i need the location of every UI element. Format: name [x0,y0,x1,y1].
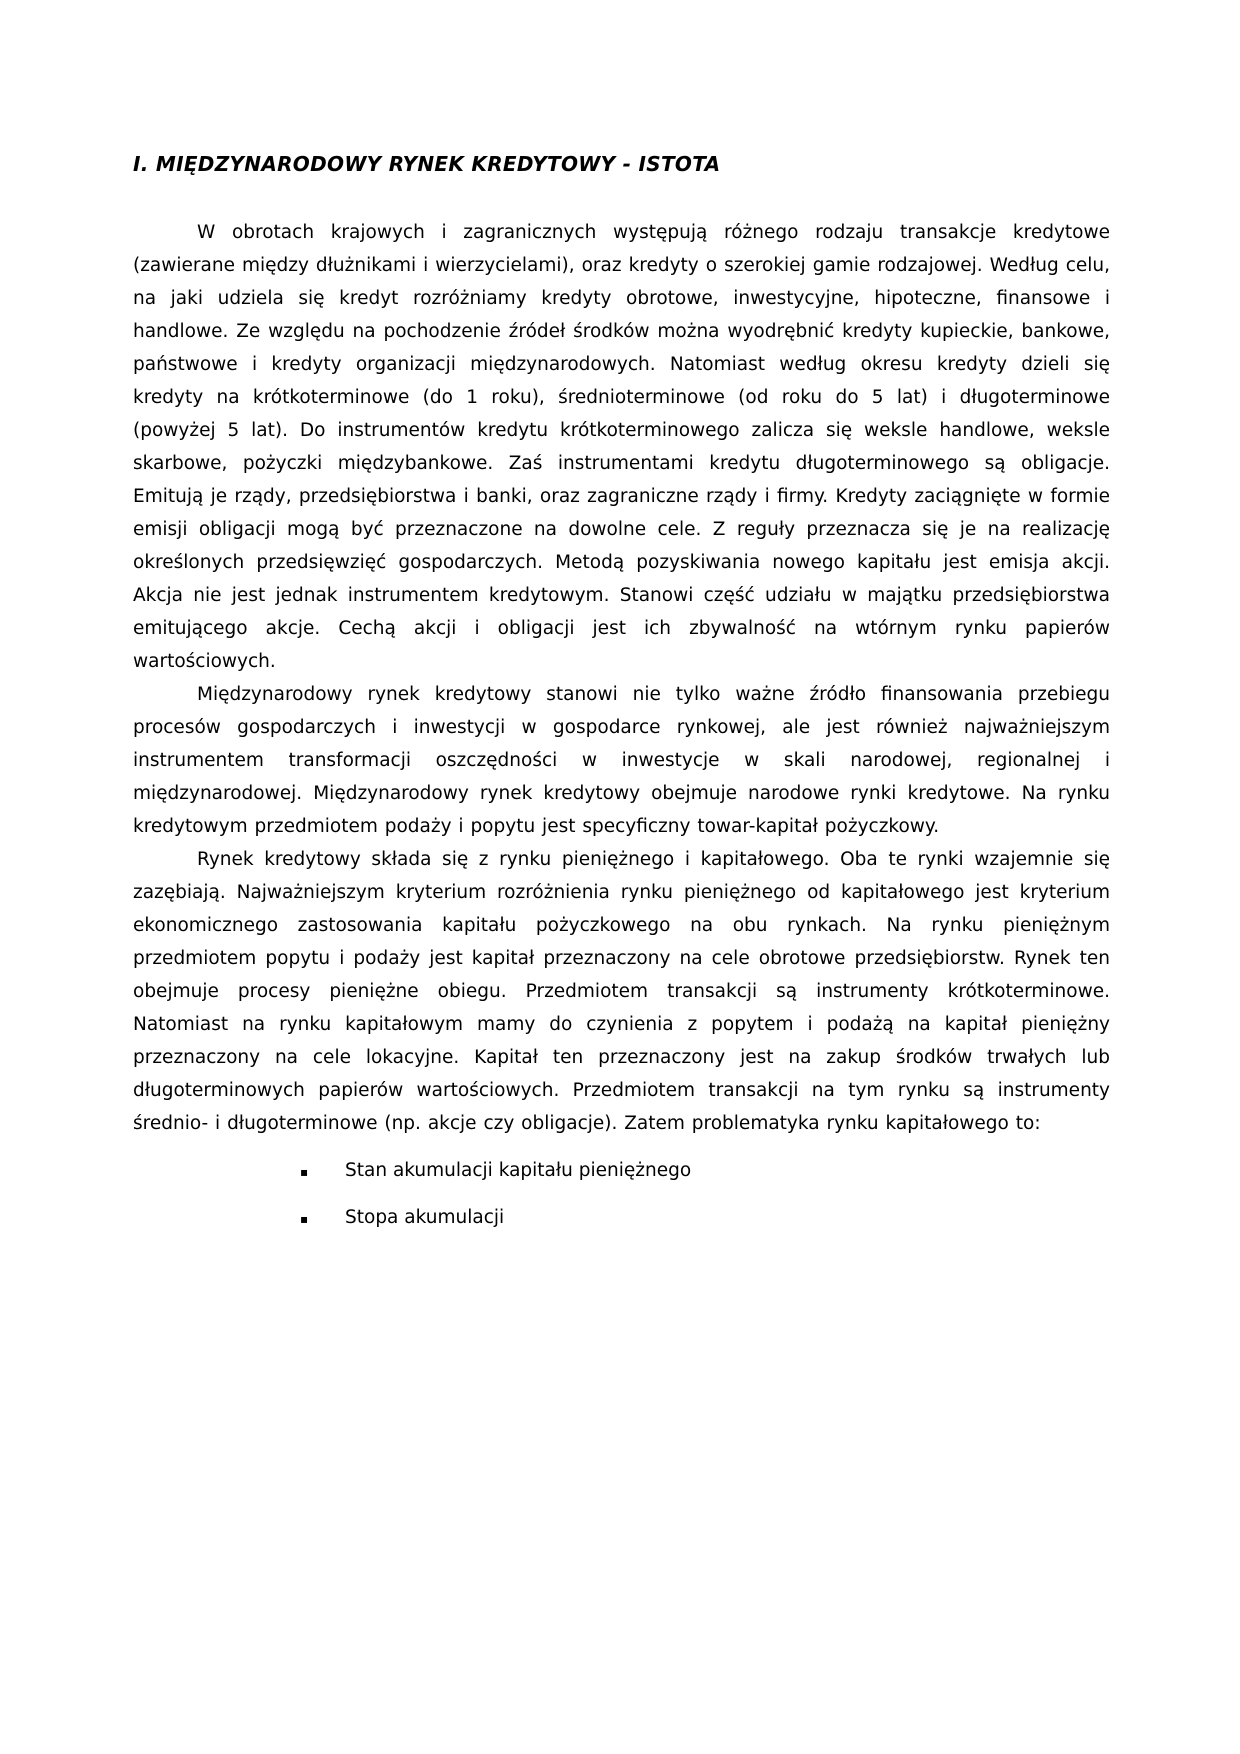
square-bullet-icon: ▪ [300,1165,309,1179]
capital-market-issues-list [133,1148,1110,1242]
list-item [133,1148,1110,1195]
document-body [133,216,1110,1242]
paragraph-credit-types: W obrotach krajowych i zagranicznych występują różnego rodzaju transakcje kredytowe (zawierane między dłużnikami i wierzycielami), oraz kredyty o szerokiej gamie rodzajowej. Według celu, na jaki udziela się kredyt rozróżniamy kredyty obrotowe, inwestycyjne, hipoteczne, finansowe i handlowe. Ze względu na pochodzenie źródeł środków można wyodrębnić kredyty kupieckie, bankowe, państwowe i kredyty organizacji międzynarodowych. Natomiast według okresu kredyty dzieli się kredyty na krótkoterminowe (do 1 roku), średnioterminowe (od roku do 5 lat) i długoterminowe (powyżej 5 lat). Do instrumentów kredytu krótkoterminowego zalicza się weksle handlowe, weksle skarbowe, pożyczki międzybankowe. Zaś instrumentami kredytu długoterminowego są obligacje. Emitują je rządy, przedsiębiorstwa i banki, oraz zagraniczne rządy i firmy. Kredyty zaciągnięte w formie emisji obligacji mogą być przeznaczone na dowolne cele. Z reguły przeznacza się je na realizację określonych przedsięwzięć gospodarczych. Metodą pozyskiwania nowego kapitału jest emisja akcji. Akcja nie jest jednak instrumentem kredytowym. Stanowi część udziału w majątku przedsiębiorstwa emitującego akcje. Cechą akcji i obligacji jest ich zbywalność na wtórnym rynku papierów wartościowych. [133,222,1110,672]
bullet-text-accumulation-rate: Stopa akumulacji [345,1207,505,1228]
bullet-text-capital-accumulation-state: Stan akumulacji kapitału pieniężnego [345,1160,692,1181]
paragraph-money-and-capital-market: Rynek kredytowy składa się z rynku pieniężnego i kapitałowego. Oba te rynki wzajemnie się zazębiają. Najważniejszym kryterium rozróżnienia rynku pieniężnego od kapitałowego jest kryterium ekonomicznego zastosowania kapitału pożyczkowego na obu rynkach. Na rynku pieniężnym przedmiotem popytu i podaży jest kapitał przeznaczony na cele obrotowe przedsiębiorstw. Rynek ten obejmuje procesy pieniężne obiegu. Przedmiotem transakcji są instrumenty krótkoterminowe. Natomiast na rynku kapitałowym mamy do czynienia z popytem i podażą na kapitał pieniężny przeznaczony na cele lokacyjne. Kapitał ten przeznaczony jest na zakup środków trwałych lub długoterminowych papierów wartościowych. Przedmiotem transakcji na tym rynku są instrumenty średnio- i długoterminowe (np. akcje czy obligacje). Zatem problematyka rynku kapitałowego to: [133,849,1110,1134]
document-title: I. MIĘDZYNARODOWY RYNEK KREDYTOWY - ISTOTA [133,152,721,176]
paragraph-international-credit-market: Międzynarodowy rynek kredytowy stanowi nie tylko ważne źródło finansowania przebiegu procesów gospodarczych i inwestycji w gospodarce rynkowej, ale jest również najważniejszym instrumentem transformacji oszczędności w inwestycje w skali narodowej, regionalnej i międzynarodowej. Międzynarodowy rynek kredytowy obejmuje narodowe rynki kredytowe. Na rynku kredytowym przedmiotem podaży i popytu jest specyficzny towar-kapitał pożyczkowy. [133,684,1110,837]
list-item [133,1195,1110,1242]
square-bullet-icon: ▪ [300,1212,309,1226]
